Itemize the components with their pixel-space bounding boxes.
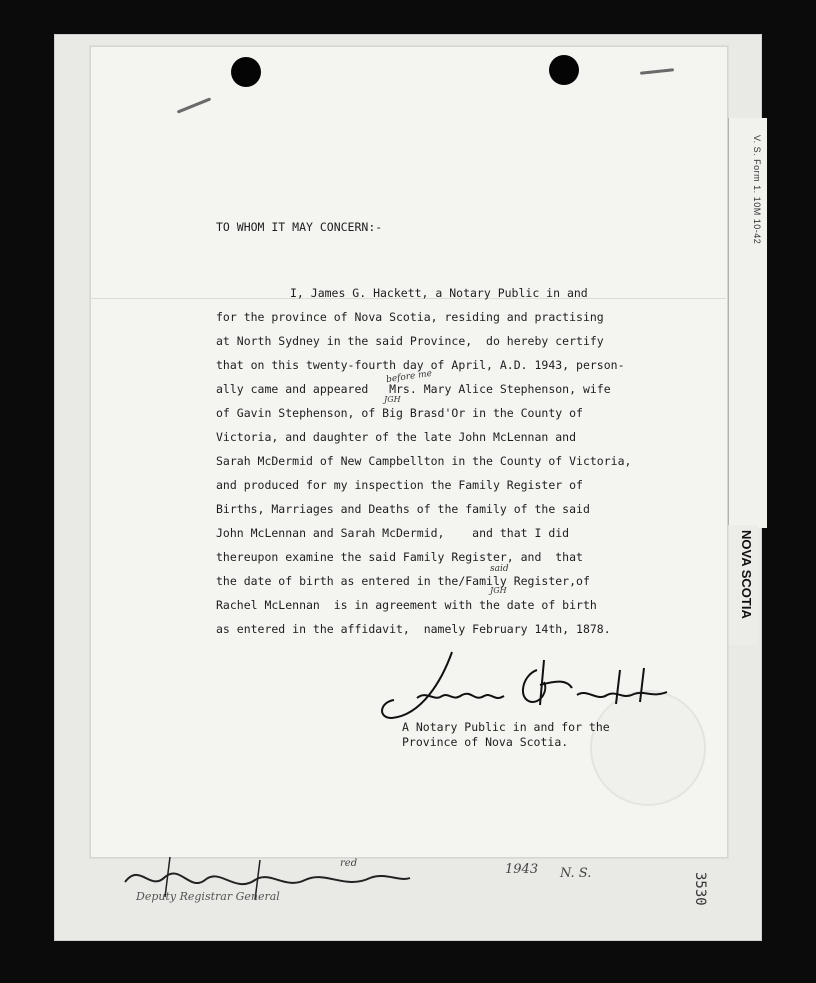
fragment-text: red (340, 858, 358, 869)
body-line: at North Sydney in the said Province, do hereby certify (216, 334, 604, 348)
body-line: that on this twenty-fourth day of April, A.D. 1943, person- (216, 358, 625, 372)
body-line: Rachel McLennan is in agreement with the date of birth (216, 598, 597, 612)
body-line: for the province of Nova Scotia, residing and practising (216, 310, 604, 324)
form-number-label: V. S. Form 1. 10M 10-42 (752, 135, 762, 245)
body-line: Victoria, and daughter of the late John McLennan and (216, 430, 577, 444)
notary-caption-line: Province of Nova Scotia. (402, 735, 569, 749)
body-line: I, James G. Hackett, a Notary Public in and (290, 286, 588, 300)
signature-graphic (372, 640, 682, 730)
deputy-registrar-signature (110, 852, 420, 912)
file-number-stamp: 3530 (692, 872, 708, 906)
body-line: John McLennan and Sarah McDermid, and that I did (216, 526, 570, 540)
fragment-place: N. S. (560, 866, 592, 881)
faint-margin-print (82, 320, 94, 780)
punch-hole-left (231, 57, 261, 87)
letter-heading: TO WHOM IT MAY CONCERN:- (216, 220, 383, 234)
deputy-registrar-text: Deputy Registrar General (136, 890, 280, 903)
initials-mark: JGH (490, 586, 507, 595)
nova-scotia-label: NOVA SCOTIA (739, 530, 754, 619)
notary-caption-line: A Notary Public in and for the (402, 720, 610, 734)
interlinear-said: said (490, 564, 509, 574)
body-line: and produced for my inspection the Family Register of (216, 478, 583, 492)
interlinear-before-me: before me (385, 368, 433, 386)
body-line: Births, Marriages and Deaths of the family of the said (216, 502, 590, 516)
body-line: thereupon examine the said Family Register, and that (216, 550, 583, 564)
body-line: ally came and appeared Mrs. Mary Alice Stephenson, wife (216, 382, 611, 396)
body-line: the date of birth as entered in the/Family Register,of (216, 574, 590, 588)
fragment-year: 1943 (505, 862, 539, 877)
body-line: as entered in the affidavit, namely February 14th, 1878. (216, 622, 611, 636)
body-line: of Gavin Stephenson, of Big Brasd'Or in the County of (216, 406, 583, 420)
punch-hole-right (549, 55, 579, 85)
body-line: Sarah McDermid of New Campbellton in the County of Victoria, (216, 454, 632, 468)
initials-mark: JGH (384, 395, 401, 404)
